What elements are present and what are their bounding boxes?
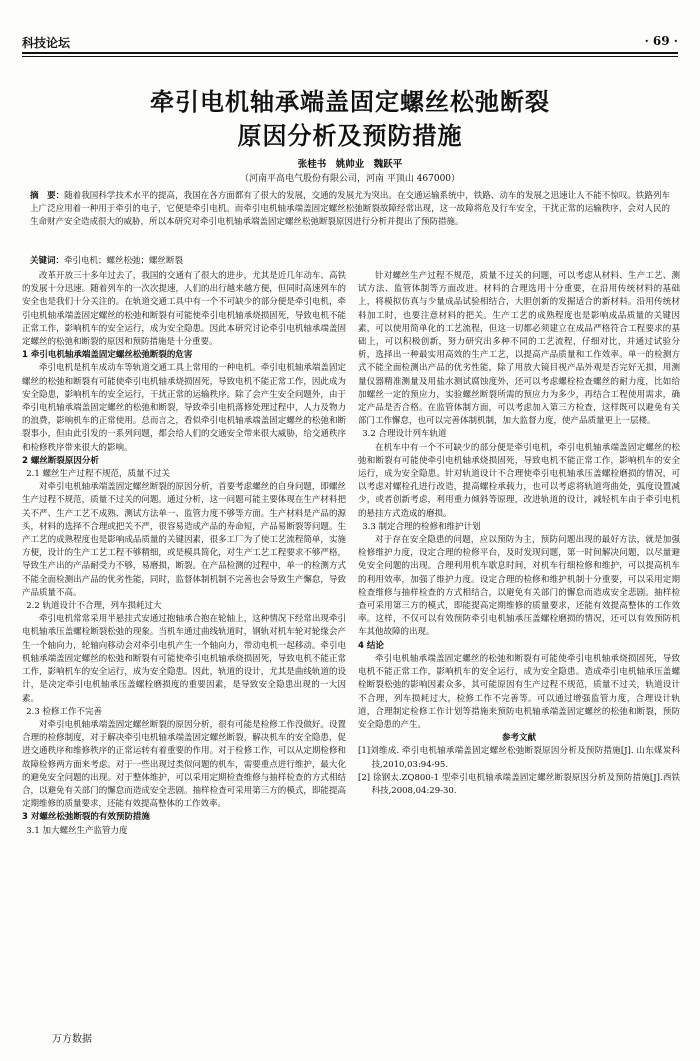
section-3-2-paragraph: 在机车中有一个不可缺少的部分便是牵引电机，牵引电机轴承端盖固定螺丝的松弛和断裂有可能使牵引电机轴承烧损固死，导致电机不能正常工作，影响机车的安全运行，成为安全隐患。针对轨道设计不合理使牵引电机轴承压盖螺栓磨损的情况，可以考虑对螺栓孔进行改造，提高螺栓承载力，也可以考虑将轨道弯曲处，弧度设置减少，或者创新考虑，利用重力倾斜等原理，改进轨道的设计，减轻机车由于牵引电机的悬挂方式造成的磨损。 xyxy=(358,442,680,519)
section-1-paragraph: 牵引电机是机车成动车等轨道交通工具上常用的一种电机。牵引电机轴承端盖固定螺丝的松弛和断裂有可能使牵引电机轴承烧损固死，导致电机不能正常工作，因此成为安全隐患，影响机车的安全运行，干扰正常的运输秩序。除了会产生安全问题外，由于牵引电机轴承端盖固定螺丝的松弛和断裂，导致牵引电机落修处理过程中，人力及物力的浪费，影响机车的正常使用。总而言之，看似牵引电机轴承端盖固定螺丝的松弛和断裂事小，但由此引发的一系列问题，都会给人们的交通安全带来很大威胁，给交通秩序和检修秩序带来很大的影响。 xyxy=(22,363,346,453)
section-2-3-heading: 2.3 检修工作不完善 xyxy=(26,706,102,717)
reference-1: [1]刘维成. 牵引电机轴承端盖固定螺丝松弛断裂原因分析及预防措施[J]. 山东煤炭科技,2010,03:94-95. xyxy=(358,746,680,770)
keywords xyxy=(30,255,670,268)
section-2-heading: 2 螺丝断裂原因分析 xyxy=(22,455,99,466)
column-name: 科技论坛 xyxy=(22,36,71,50)
abstract-text: 随着我国科学技术水平的提高，我国在各方面都有了很大的发展，交通的发展尤为突出。在交通运输系统中，铁路、动车的发展之迅速让人不能不惊叹。铁路列车上广泛应用着一种用于牵引的电子，它便是牵引电机。而牵引电机轴承端盖固定螺丝松弛断裂故障经常出现，这一故障将危及行车安全，干扰正常的运输秩序，会对人民的生命财产安全造成很大的威胁，所以本研究对牵引电机轴承端盖固定螺丝松弛断裂原因进行分析并提出了预防措施。 xyxy=(30,191,670,227)
section-3-1-paragraph: 针对螺丝生产过程不规范，质量不过关的问题，可以考虑从材料、生产工艺、测试方法、监管体制等方面改进。材料的合理选用十分重要，在沿用传统材料的基础上，将模拟仿真与少量成品试验相结合，大胆创新的发掘适合的新材料。沿用传统材料加工时，也要注意材料的把关。生产工艺的成熟程度也是影响成品质量的关键因素，可以使用简单化的工艺流程，但这一切都必须建立在成品严格符合工程要求的基础上，可以积极创新，努力研究出多种不同的工艺流程，仔细对比，并通过试验分析，选择出一种最实用高效的生产工艺，以提高产品质量和工作效率。单一的检测方式不能全面检测出产品的优劣性能，除了用放大镜目视产品外观是否完好无损，用测量仪器精准测量及用盐水测试腐蚀度外，还可以考虑螺栓检查螺丝的耐力度，比如给加螺丝一定的预应力，实验螺丝断裂所需的预应力为多少，再结合工程使用需求，确定产品是否合格。在监管体制方面，可以考虑加入第三方检查，这样既可以避免有关部门工作懈怠，也可以完善体制机制，加大监督力度，使产品质量更上一层楼。 xyxy=(358,271,680,427)
left-column xyxy=(22,270,346,838)
section-4-paragraph: 牵引电机轴承端盖固定螺丝的松弛和断裂有可能使牵引电机轴承烧损固死，导致电机不能正常工作，影响机车的安全运行，成为安全隐患。造成牵引电机轴承压盖螺栓断裂松弛的影响因素众多，其可能原因有生产过程不规范，质量不过关，轨道设计不合理，列车损耗过大，检修工作不完善等。可以通过增强监管力度，合理设计轨道，合理制定检修工作计划等措施来预防电机轴承端盖固定螺丝的松弛和断裂，预防安全隐患的产生。 xyxy=(358,653,680,730)
section-2-2-heading: 2.2 轨道设计不合理，列车损耗过大 xyxy=(26,601,162,612)
section-2-1-paragraph: 对牵引电机轴承端盖固定螺丝断裂的原因分析，首要考虑螺丝的自身问题，即螺丝生产过程不规范，质量不过关的问题。通过分析，这一问题可能主要体现在生产材料把关不严、生产工艺不成熟、测试方法单一、监管力度不够等方面。生产材料是产品的源头，材料的选择不合理或把关不严，很容易造成产品的寿命短，产品易断裂等问题。生产工艺的成熟程度也是影响成品质量的关键因素，很多工厂为了使工艺流程简单，实施方便，设计的生产工艺工程不够精细，或是模具简化，对生产工艺工程要求不够严格，导致生产出的产品耐受力不够，易磨损，断裂。在产品检测的过程中，单一的检测方式不能全面检测出产品的优劣性能，同时，监督体制机制不完善也会导致生产懈怠，导致产品质量不高。 xyxy=(22,482,346,598)
title-line-1: 牵引电机轴承端盖固定螺丝松弛断裂 xyxy=(150,88,550,116)
section-2-3-paragraph: 对牵引电机轴承端盖固定螺丝断裂的原因分析，很有可能是检修工作没做好。设置合理的检修制度，对于解决牵引电机轴承端盖固定螺丝断裂，解决机车的安全隐患，促进交通秩序和维修秩序的正常运转有着重要的作用。对于检修工作，可以从定期检修和故障检修两方面来考虑。对于一些出现过类似问题的机车，需要重点进行维护，最大化的避免安全问题的出现。对于整体维护，可以采用定期检查维修与抽样检查的方式相结合，以避免有关部门的懈怠而造成安全悲剧。抽样检查可采用第三方的模式，即能提高定期维修的质量要求，还能有效提高整体的工作效率。 xyxy=(22,719,346,810)
affiliation: （河南平高电气股份有限公司，河南 平顶山 467000） xyxy=(239,174,461,184)
keywords-label: 关键词： xyxy=(30,256,65,266)
section-3-heading: 3 对螺丝松弛断裂的有效预防措施 xyxy=(22,812,150,823)
section-4-heading: 4 结论 xyxy=(358,640,384,651)
abstract xyxy=(30,190,670,229)
header-rule-thin xyxy=(22,56,678,57)
page-number: · 69 · xyxy=(644,34,678,48)
keywords-text: 牵引电机；螺丝松弛；螺丝断裂 xyxy=(64,256,184,266)
abstract-label: 摘 要： xyxy=(30,191,65,201)
right-column xyxy=(358,270,680,798)
section-3-3-paragraph: 对于存在安全隐患的问题，应以预防为主，预防问题出现的最好方法，就是加强检修维护力度，设定合理的检修平台，及时发现问题，第一时间解决问题，以尽量避免安全问题的出现。合理利用机车歇息时间，对机车行细检修和维护，可以提高机车的利用效率，加强了维护力度。设定合理的检修和维护机制十分重要，可以采用定期检查维修与抽样检查的方式相结合，以避免有关部门的懈怠而造成安全悲剧。抽样检查可采用第三方的模式，即能提高定期维修的质量要求，还能有效提高整体的工作效率。这样，不仅可以有效预防牵引电机轴承压盖螺栓磨损的情况，还可以有效预防机车其他故障的出现。 xyxy=(358,535,680,638)
header-rule-thick xyxy=(22,52,678,54)
section-1-heading: 1 牵引电机轴承端盖固定螺丝松弛断裂的危害 xyxy=(22,350,193,361)
intro-paragraph: 改革开放三十多年过去了，我国的交通有了很大的进步，尤其是近几年动车、高铁的发展十分迅速。随着列车的一次次提速，人们的出行越来越方便，但同时高速列车的安全也是我们十分关注的。在轨道交通工具中有一个不可缺少的部分便是牵引电机，牵引电机轴承端盖固定螺丝的松弛和断裂有可能使牵引电机轴承烧损固死，导致电机不能正常工作，影响机车的安全运行，成为安全隐患。因此本研究讨论牵引电机轴承端盖固定螺丝的松弛和断裂的原因和预防措施是十分重要。 xyxy=(22,271,346,348)
section-3-3-heading: 3.3 制定合理的检修和维护计划 xyxy=(362,521,481,532)
section-3-2-heading: 3.2 合理设计列车轨道 xyxy=(362,429,447,440)
section-2-1-heading: 2.1 螺丝生产过程不规范，质量不过关 xyxy=(26,469,170,480)
running-header xyxy=(22,30,678,52)
footer-watermark: 万方数据 xyxy=(52,1034,92,1045)
section-3-1-heading: 3.1 加大螺丝生产监管力度 xyxy=(26,825,128,836)
authors: 张桂书 姚帅业 魏跃平 xyxy=(297,159,403,170)
reference-2: [2] 徐钢太.ZQ800-1 型牵引电机轴承端盖固定螺丝断裂原因分析及预防措施[J].西铁科技,2008,04:29-30. xyxy=(358,772,680,796)
title-line-2: 原因分析及预防措施 xyxy=(237,122,463,150)
section-2-2-paragraph: 牵引电机常常采用半悬挂式安通过抱轴承合抱在轮轴上，这种情况下经常出现牵引电机轴承压盖螺栓断裂松弛的现象。当机车通过曲线轨道时，钢轨对机车轮对轮缘会产生一个轴向力，轮轴向移动会对牵引电机产生一个轴向力，带动电机一起移动。牵引电机轴承端盖固定螺丝的松弛和断裂有可能使牵引电机轴承烧损固死，导致电机不能正常工作，影响机车的安全运行，成为安全隐患。因此，轨道的设计，尤其是曲线轨道的设计，是决定牵引电机轴承压盖螺栓磨损度的重要因素，是导致安全隐患出现的一大因素。 xyxy=(22,614,346,704)
references-heading: 参考文献 xyxy=(501,733,536,744)
